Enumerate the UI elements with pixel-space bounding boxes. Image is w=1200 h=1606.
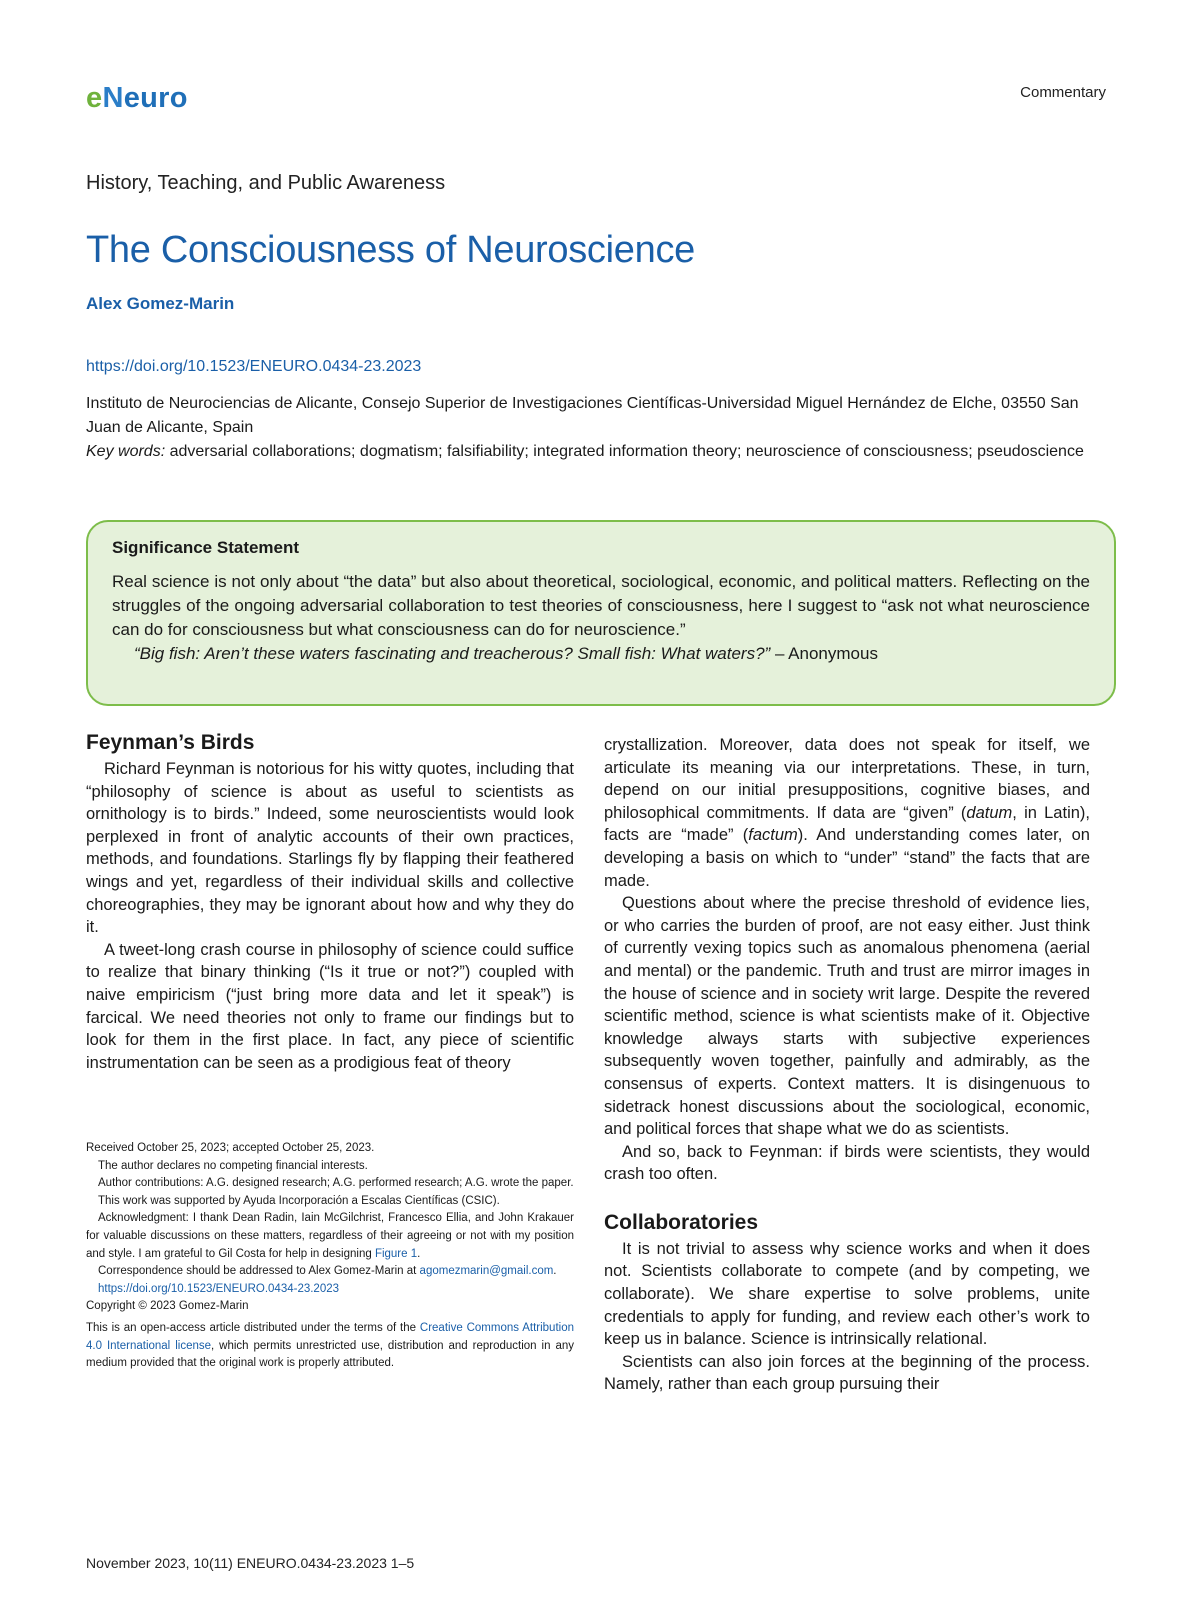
paragraph: It is not trivial to assess why science works and when it does not. Scientists collaborate to compete (and by competing, we collaborate). We share expertise to solve problems, unite credentials to apply for funding, and review each other’s work to keep us in balance. Science is intrinsically relational. bbox=[604, 1239, 1090, 1349]
funding: This work was supported by Ayuda Incorporación a Escalas Científicas (CSIC). bbox=[98, 1194, 500, 1207]
significance-box bbox=[86, 520, 1116, 706]
text: crystallization. Moreover, data does not speak for itself, we articulate its meaning via our interpretations. These, in turn, depend on our initial presuppositions, cognitive biases, and philosophical commitments. If data are “given” ( bbox=[604, 736, 1090, 822]
paragraph: And so, back to Feynman: if birds were scientists, they would crash too often. bbox=[604, 1142, 1090, 1184]
figure-1-link[interactable]: Figure 1 bbox=[374, 1247, 418, 1260]
text: , in Latin), facts are “made” ( bbox=[604, 803, 1090, 845]
section-gap bbox=[604, 1186, 1090, 1208]
significance-heading: Significance Statement bbox=[112, 538, 300, 557]
right-column bbox=[604, 734, 1090, 1396]
left-column bbox=[86, 728, 574, 1074]
paragraph: Questions about where the precise threshold of evidence lies, or who carries the burden of proof, are not easy either. Just think of currently vexing topics such as anomalous phenomena (aerial and mental) or the pandemic. Truth and trust are mirror images in the house of science and in society writ large. Despite the revered scientific method, science is what scientists make of it. Objective knowledge always starts with subjective experiences subsequently woven together, painfully and admirably, as the consensus of experts. Context matters. It is disingenuous to sidetrack honest discussions about the sociological, economic, and political forces that shape what we do as scientists. bbox=[604, 894, 1090, 1139]
logo-n: N bbox=[102, 82, 124, 114]
license-text-end: , which permits unrestricted use, distribution and reproduction in any medium provided that the original work is properly attributed. bbox=[86, 1339, 574, 1370]
author-name[interactable]: Alex Gomez-Marin bbox=[86, 294, 235, 313]
heading-collaboratories: Collaboratories bbox=[604, 1210, 759, 1234]
quote-text: “Big fish: Aren’t these waters fascinating and treacherous? Small fish: What waters?” bbox=[134, 644, 771, 663]
page-footer-citation: November 2023, 10(11) ENEURO.0434-23.2023 1–5 bbox=[86, 1555, 415, 1571]
ack-end: . bbox=[417, 1247, 421, 1260]
affiliation: Instituto de Neurociencias de Alicante, Consejo Superior de Investigaciones Científicas-Universidad Miguel Hernández de Elche, 03550 San Juan de Alicante, Spain bbox=[86, 395, 1079, 436]
correspondence-end: . bbox=[553, 1265, 557, 1278]
keywords-list: adversarial collaborations; dogmatism; falsifiability; integrated information theory; neuroscience of consciousness; pseudoscience bbox=[169, 443, 1084, 460]
footnotes bbox=[86, 1140, 574, 1373]
license bbox=[86, 1320, 574, 1373]
keywords bbox=[86, 440, 1116, 464]
quote-attribution: – Anonymous bbox=[770, 644, 878, 663]
logo-e: e bbox=[86, 82, 103, 114]
license-text: This is an open-access article distributed under the terms of the bbox=[86, 1321, 420, 1334]
received-date: Received October 25, 2023; accepted October 25, 2023. bbox=[86, 1142, 375, 1154]
email-link[interactable]: agomezmarin@gmail.com bbox=[419, 1265, 554, 1278]
copyright: Copyright © 2023 Gomez-Marin bbox=[86, 1300, 249, 1313]
paragraph bbox=[604, 734, 1090, 892]
keywords-label: Key words: bbox=[86, 443, 166, 460]
italic-term: datum bbox=[966, 803, 1013, 822]
correspondence-text: Correspondence should be addressed to Alex Gomez-Marin at bbox=[98, 1265, 420, 1278]
text: ). And understanding comes later, on developing a basis on which to “under” “stand” the facts that are made. bbox=[604, 826, 1090, 890]
paragraph: Scientists can also join forces at the beginning of the process. Namely, rather than each group pursuing their bbox=[604, 1352, 1090, 1394]
journal-logo bbox=[86, 78, 188, 118]
paragraph: Richard Feynman is notorious for his witty quotes, including that “philosophy of science is about as useful to scientists as ornithology is to birds.” Indeed, some neuroscientists would look perplexed in front of analytic accounts of their own practices, methods, and foundations. Starlings fly by flapping their feathered wings and yet, regardless of their individual skills and collective choreographies, they may be ignorant about how and why they do it. bbox=[86, 760, 574, 937]
competing-interests: The author declares no competing financial interests. bbox=[98, 1159, 368, 1172]
acknowledgment bbox=[86, 1210, 574, 1263]
ack-text: Acknowledgment: I thank Dean Radin, Iain McGilchrist, Francesco Ellia, and John Krakauer for valuable discussions on these matters, regardless of their agreeing or not with my position and style. I am grateful to Gil Costa for help in designing bbox=[86, 1212, 574, 1260]
significance-quote bbox=[112, 642, 1090, 666]
heading-feynmans-birds: Feynman’s Birds bbox=[86, 731, 255, 754]
content-type: Commentary bbox=[1020, 84, 1106, 101]
logo-rest: euro bbox=[123, 82, 188, 114]
article-section: History, Teaching, and Public Awareness bbox=[86, 172, 446, 194]
footnote-doi-link[interactable]: https://doi.org/10.1523/ENEURO.0434-23.2023 bbox=[98, 1282, 340, 1295]
italic-term: factum bbox=[748, 826, 798, 845]
author-contributions: Author contributions: A.G. designed research; A.G. performed research; A.G. wrote the paper. bbox=[98, 1177, 574, 1190]
license-link[interactable]: Creative Commons Attribution 4.0 International license bbox=[86, 1321, 574, 1352]
correspondence bbox=[86, 1263, 574, 1281]
article-title: The Consciousness of Neuroscience bbox=[86, 229, 695, 271]
significance-body: Real science is not only about “the data” but also about theoretical, sociological, economic, and political matters. Reflecting on the struggles of the ongoing adversarial collaboration to test theories of consciousness, here I suggest to “ask not what neuroscience can do for consciousness but what consciousness can do for neuroscience.” bbox=[112, 572, 1090, 639]
paragraph: A tweet-long crash course in philosophy of science could suffice to realize that binary thinking (“Is it true or not?”) coupled with naive empiricism (“just bring more data and let it speak”) is farcical. We need theories not only to frame our findings but to look for them in the first place. In fact, any piece of scientific instrumentation can be seen as a prodigious feat of theory bbox=[86, 940, 574, 1072]
doi-link[interactable]: https://doi.org/10.1523/ENEURO.0434-23.2023 bbox=[86, 358, 422, 375]
